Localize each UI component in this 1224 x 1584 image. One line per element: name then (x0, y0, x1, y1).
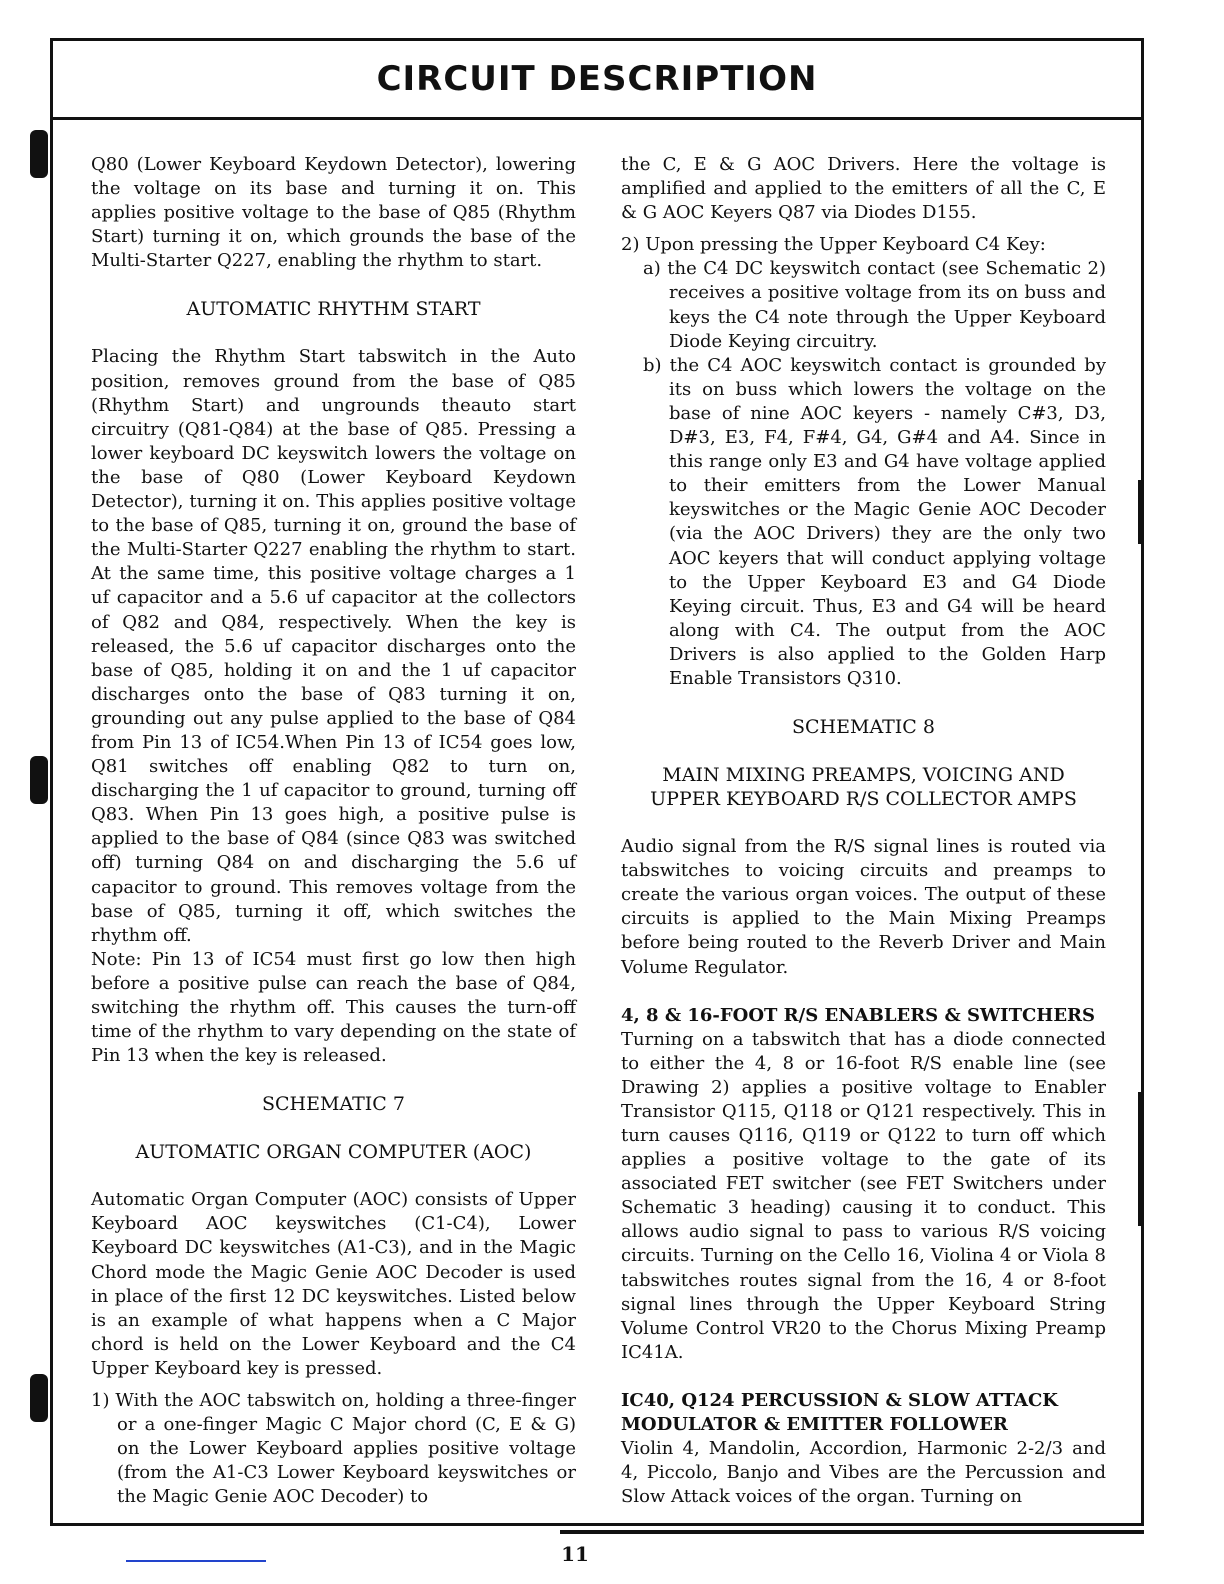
page-number: 11 (561, 1542, 589, 1566)
paragraph: Violin 4, Mandolin, Accordion, Harmonic 2-2/3 and 4, Piccolo, Banjo and Vibes are the Percussion and Slow Attack voices of the organ. Turning on (621, 1437, 1106, 1508)
note-paragraph: Note: Pin 13 of IC54 must first go low then high before a positive pulse can reach the base of Q84, switching the rhythm off. This causes the turn-off time of the rhythm to vary depending on the state of Pin 13 when the key is released. (91, 948, 576, 1067)
margin-rule (1138, 480, 1141, 544)
binding-mark (30, 130, 48, 178)
section-heading: SCHEMATIC 8 (792, 716, 935, 739)
page-frame (50, 38, 1144, 1526)
paragraph: the C, E & G AOC Drivers. Here the voltage is amplified and applied to the emitters of all the C, E & G AOC Keyers Q87 via Diodes D155. (621, 154, 1106, 224)
bottom-rule (560, 1530, 1144, 1534)
subsection-heading: 4, 8 & 16-FOOT R/S ENABLERS & SWITCHERS (621, 1004, 1095, 1026)
left-column (91, 153, 576, 1510)
right-column (621, 153, 1106, 1509)
list-item: a) the C4 DC keyswitch contact (see Schematic 2) receives a positive voltage from its on buss and keys the C4 note through the Upper Keyboard Diode Keying circuitry. (643, 258, 1106, 352)
subsection-heading: MODULATOR & EMITTER FOLLOWER (621, 1413, 1008, 1435)
list-item: b) the C4 AOC keyswitch contact is grounded by its on buss which lowers the voltage on the base of nine AOC keyers - namely C#3, D3, D#3, E3, F4, F#4, G4, G#4 and A4. Since in this range only E3 and G4 have voltage applied to their emitters from the Lower Manual keyswitches or the Magic Genie AOC Decoder (via the AOC Drivers) they are the only two AOC keyers that will conduct applying voltage to the Upper Keyboard E3 and G4 Diode Keying circuit. Thus, E3 and G4 will be heard along with C4. The output from the AOC Drivers is also applied to the Golden Harp Enable Transistors Q310. (643, 354, 1106, 689)
paragraph: Placing the Rhythm Start tabswitch in the Auto position, removes ground from the base of Q85 (Rhythm Start) and ungrounds theauto start circuitry (Q81-Q84) at the base of Q85. Pressing a lower keyboard DC keyswitch lowers the voltage on the base of Q80 (Lower Keyboard Keydown Detector), turning it on. This applies positive voltage to the base of Q85, turning it on, ground the base of the Multi-Starter Q227 enabling the rhythm to start. At the same time, this positive voltage charges a 1 uf capacitor and a 5.6 uf capacitor at the collectors of Q82 and Q84, respectively. When the key is released, the 5.6 uf capacitor discharges onto the base of Q85, holding it on and the 1 uf capacitor discharges onto the base of Q83 turning it on, grounding out any pulse applied to the base of Q84 from Pin 13 of IC54.When Pin 13 of IC54 goes low, Q81 switches off enabling Q82 to turn on, discharging the 1 uf capacitor to ground, turning off Q83. When Pin 13 goes high, a positive pulse is applied to the base of Q84 (since Q83 was switched off) turning Q84 on and discharging the 5.6 uf capacitor to ground. This removes voltage from the base of Q85, turning it off, which switches the rhythm off. (91, 346, 576, 946)
section-heading: AUTOMATIC RHYTHM START (186, 298, 481, 321)
paragraph: Turning on a tabswitch that has a diode connected to either the 4, 8 or 16-foot R/S enable line (see Drawing 2) applies a positive voltage to Enabler Transistor Q115, Q118 or Q121 respectively. This in turn causes Q116, Q119 or Q122 to turn off which applies a positive voltage to the gate of its associated FET switcher (see FET Switchers under Schematic 3 heading) causing it to conduct. This allows audio signal to pass to various R/S voicing circuits. Turning on the Cello 16, Violina 4 or Viola 8 tabswitches routes signal from the 16, 4 or 8-foot signal lines through the Upper Keyboard String Volume Control VR20 to the Chorus Mixing Preamp IC41A. (621, 1028, 1106, 1363)
section-heading: MAIN MIXING PREAMPS, VOICING AND (662, 764, 1065, 787)
title-bar (53, 41, 1141, 120)
binding-mark (30, 756, 48, 804)
section-heading: AUTOMATIC ORGAN COMPUTER (AOC) (135, 1141, 532, 1164)
section-heading: SCHEMATIC 7 (262, 1093, 405, 1116)
paragraph: Audio signal from the R/S signal lines is routed via tabswitches to voicing circuits and preamps to create the various organ voices. The output of these circuits is applied to the Main Mixing Preamps before being routed to the Reverb Driver and Main Volume Regulator. (621, 836, 1106, 978)
page-title: CIRCUIT DESCRIPTION (376, 59, 818, 99)
list-item: 2) Upon pressing the Upper Keyboard C4 Key: (621, 234, 1046, 256)
margin-rule (1138, 1092, 1141, 1226)
paragraph: Q80 (Lower Keyboard Keydown Detector), lowering the voltage on its base and turning it on. This applies positive voltage to the base of Q85 (Rhythm Start) turning it on, which grounds the base of the Multi-Starter Q227, enabling the rhythm to start. (91, 154, 576, 272)
footer-rule (126, 1560, 266, 1562)
paragraph: Automatic Organ Computer (AOC) consists of Upper Keyboard AOC keyswitches (C1-C4), Lower Keyboard DC keyswitches (A1-C3), and in the Magic Chord mode the Magic Genie AOC Decoder is used in place of the first 12 DC keyswitches. Listed below is an example of what happens when a C Major chord is held on the Lower Keyboard and the C4 Upper Keyboard key is pressed. (91, 1189, 576, 1379)
list-item: 1) With the AOC tabswitch on, holding a three-finger or a one-finger Magic C Major chord (C, E & G) on the Lower Keyboard applies positive voltage (from the A1-C3 Lower Keyboard keyswitches or the Magic Genie AOC Decoder) to (91, 1390, 576, 1508)
subsection-heading: IC40, Q124 PERCUSSION & SLOW ATTACK (621, 1389, 1058, 1411)
section-heading: UPPER KEYBOARD R/S COLLECTOR AMPS (650, 788, 1077, 811)
binding-mark (30, 1374, 48, 1422)
